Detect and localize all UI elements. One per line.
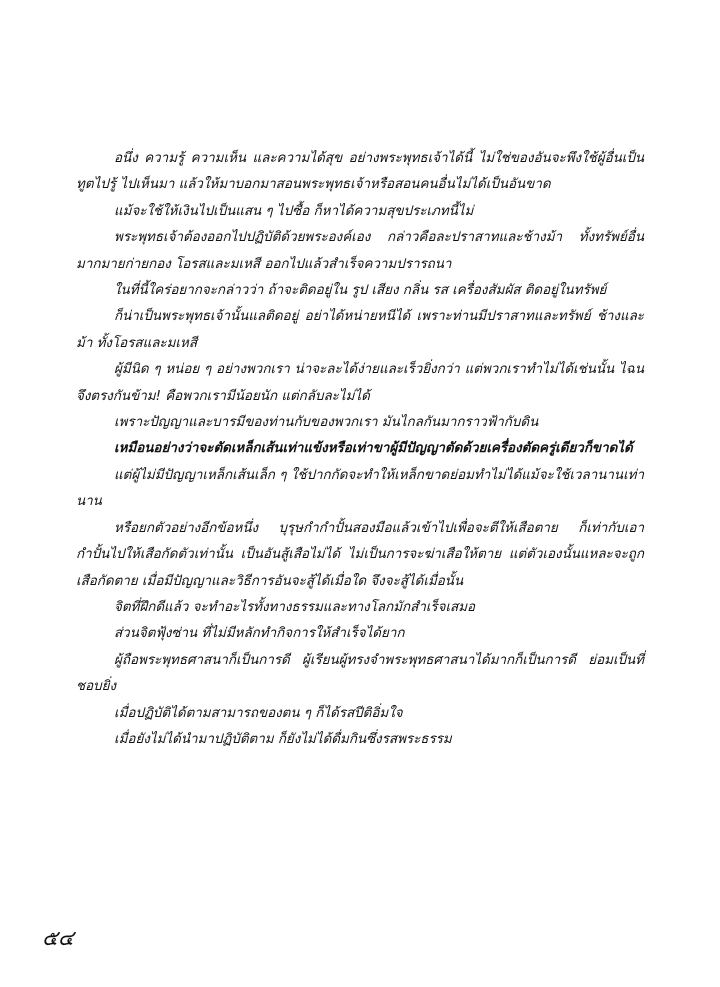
- paragraph: หรือยกตัวอย่างอีกข้อหนึ่ง บุรุษกำกำปั้นสองมือแล้วเข้าไปเพื่อจะตีให้เสือตาย ก็เท่ากับเอากำปั้นไปให้เสือกัดตัวเท่านั้น เป็นอันสู้เสือไม่ได้ ไม่เป็นการจะฆ่าเสือให้ตาย แต่ตัวเองนั้นแหละจะถูกเสือกัดตาย เมื่อมีปัญญาและวิธีการอันจะสู้ได้เมื่อใด จึงจะสู้ได้เมื่อนั้น: [76, 520, 644, 589]
- paragraph: ในที่นี้ใคร่อยากจะกล่าวว่า ถ้าจะติดอยู่ใน รูป เสียง กลิ่น รส เครื่องสัมผัส ติดอยู่ในทรัพย์: [114, 283, 607, 299]
- paragraph: เพราะปัญญาและบารมีของท่านกับของพวกเรา มันไกลกันมากราวฟ้ากับดิน: [114, 415, 539, 431]
- paragraph: แต่ผู้ไม่มีปัญญาเหล็กเส้นเล็ก ๆ ใช้ปากกัดจะทำให้เหล็กขาดย่อมทำไม่ได้แม้จะใช้เวลานานเท่านาน: [76, 467, 644, 510]
- paragraph: ก็น่าเป็นพระพุทธเจ้านั้นแลติดอยู่ อย่าได้หน่ายหนีได้ เพราะท่านมีปราสาทและทรัพย์ ช้างและม้า ทั้งโอรสและมเหสี: [76, 309, 644, 351]
- paragraph: จิตที่ฝึกดีแล้ว จะทำอะไรทั้งทางธรรมและทางโลกมักสำเร็จเสมอ: [114, 599, 476, 615]
- paragraph: ผู้มีนิด ๆ หน่อย ๆ อย่างพวกเรา น่าจะละได้ง่ายและเร็วยิ่งกว่า แต่พวกเราทำไม่ได้เช่นนั้น ไฉนจึงตรงกันข้าม! คือพวกเรามีน้อยนัก แต่กลับละไม่ได้: [76, 362, 644, 404]
- paragraph: แม้จะใช้ให้เงินไปเป็นแสน ๆ ไปซื้อ ก็หาได้ความสุขประเภทนี้ไม่: [114, 203, 474, 219]
- paragraph-emphasis: เหมือนอย่างว่าจะตัดเหล็กเส้นเท่าแข้งหรือเท่าขาผู้มีปัญญาตัดด้วยเครื่องตัดครู่เดียวก็ขาดได้: [114, 441, 633, 457]
- paragraph: อนึ่ง ความรู้ ความเห็น และความได้สุข อย่างพระพุทธเจ้าได้นี้ ไม่ใช่ของอันจะพึงใช้ผู้อื่นเป็นทูตไปรู้ ไปเห็นมา แล้วให้มาบอกมาสอนพระพุทธเจ้าหรือสอนคนอื่นไม่ได้เป็นอันขาด: [76, 151, 644, 193]
- paragraph: ผู้ถือพระพุทธศาสนาก็เป็นการดี ผู้เรียนผู้ทรงจำพระพุทธศาสนาได้มากก็เป็นการดี ย่อมเป็นที่ชอบยิ่ง: [76, 652, 644, 695]
- paragraph: พระพุทธเจ้าต้องออกไปปฏิบัติด้วยพระองค์เอง กล่าวคือละปราสาทและช้างม้า ทั้งทรัพย์อื่นมากมายก่ายกอง โอรสและมเหสี ออกไปแล้วสำเร็จความปรารถนา: [76, 230, 644, 272]
- paragraph: เมื่อยังไม่ได้นำมาปฏิบัติตาม ก็ยังไม่ได้ดื่มกินซึ่งรสพระธรรม: [114, 731, 452, 747]
- document-body: [76, 146, 644, 753]
- paragraph: เมื่อปฏิบัติได้ตามสามารถของตน ๆ ก็ได้รสปีติอิ่มใจ: [114, 705, 403, 721]
- page-number: ๕๔: [42, 926, 74, 950]
- paragraph: ส่วนจิตฟุ้งซ่าน ที่ไม่มีหลักทำกิจการให้สำเร็จได้ยาก: [114, 626, 405, 642]
